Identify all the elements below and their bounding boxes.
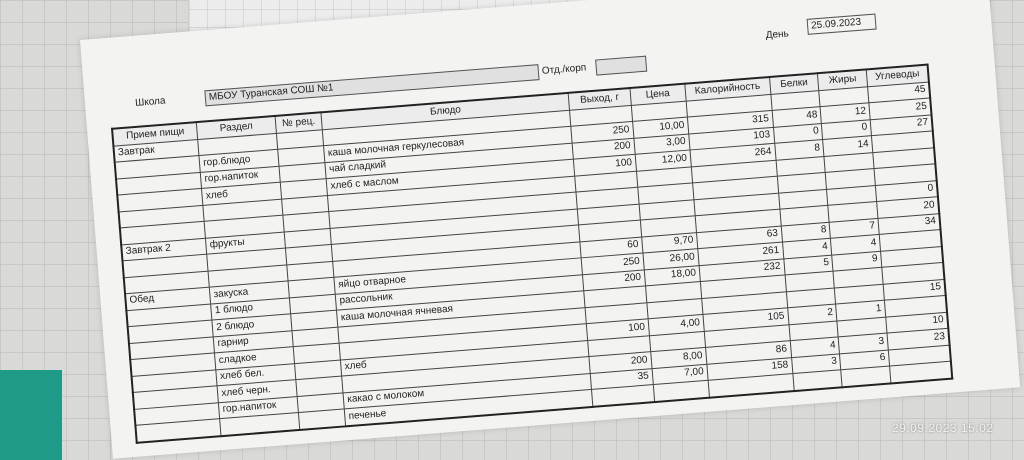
table-cell: 250 [571, 121, 634, 142]
table-cell: 0 [773, 123, 823, 143]
column-header: Цена [630, 84, 686, 105]
table-cell: 105 [703, 308, 789, 331]
table-cell: 63 [696, 226, 782, 249]
table-cell: 35 [590, 368, 653, 389]
table-cell: 0 [822, 119, 872, 139]
school-name-field: МБОУ Туранская СОШ №1 [204, 64, 539, 106]
table-cell: 86 [705, 341, 791, 364]
table-cell: 20 [877, 197, 940, 218]
table-cell: хлеб [202, 182, 281, 205]
table-cell: 264 [690, 143, 776, 166]
table-cell: 10,00 [632, 117, 688, 138]
table-cell: 0 [875, 180, 938, 201]
table-cell [890, 361, 953, 383]
column-header: Калорийность [685, 77, 771, 101]
table-cell: 200 [583, 269, 646, 290]
table-cell: 3 [838, 333, 888, 353]
table-cell: 8 [781, 222, 831, 242]
table-cell: 4 [782, 238, 832, 258]
table-cell: 7,00 [652, 364, 708, 385]
table-cell: 250 [581, 253, 644, 274]
table-cell: 9 [832, 251, 882, 271]
table-cell: гор.блюдо [199, 149, 278, 172]
table-cell: 3,00 [634, 134, 690, 155]
table-cell: 158 [707, 357, 793, 380]
dept-label: Отд./корп [541, 62, 587, 77]
table-cell: 9,70 [641, 232, 697, 253]
table-cell: хлеб [341, 340, 589, 376]
table-cell: хлеб с маслом [326, 159, 574, 195]
table-cell: 12,00 [635, 150, 691, 171]
table-cell: Завтрак [113, 139, 199, 162]
table-cell: яйцо отварное [334, 258, 582, 294]
day-label: День [765, 28, 790, 42]
table-cell: хлеб черн. [217, 380, 296, 403]
table-cell: 103 [688, 127, 774, 150]
table-cell: 23 [887, 328, 950, 349]
table-cell: 8 [774, 140, 824, 160]
table-cell: 27 [870, 114, 933, 135]
table-cell: гор.напиток [219, 396, 298, 419]
table-cell: 100 [587, 319, 650, 340]
table-cell: гарнир [213, 330, 292, 353]
table-cell: 15 [883, 279, 946, 300]
photo-timestamp: 29.09.2023 15:02 [892, 421, 994, 435]
table-cell: 4 [790, 337, 840, 357]
table-cell: 1 блюдо [211, 297, 290, 320]
table-cell: 3 [791, 353, 841, 373]
table-cell: 5 [783, 255, 833, 275]
table-cell: 4,00 [648, 314, 704, 335]
table-cell: 200 [572, 138, 635, 159]
column-header: Жиры [818, 69, 868, 90]
column-header: Белки [769, 73, 819, 94]
menu-table [111, 64, 953, 444]
table-cell: какао с молоком [343, 373, 591, 409]
table-body [113, 82, 952, 443]
table-cell: рассольник [335, 274, 583, 310]
table-cell: 18,00 [644, 265, 700, 286]
table-cell [792, 370, 842, 391]
table-cell: 315 [687, 110, 773, 133]
table-cell: 25 [869, 98, 932, 119]
teal-object [0, 370, 62, 460]
table-cell: 45 [868, 82, 931, 103]
table-cell: Завтрак 2 [121, 238, 207, 261]
table-cell: 60 [580, 237, 643, 258]
table-cell: 8,00 [650, 347, 706, 368]
table-cell: 14 [823, 136, 873, 156]
table-cell: гор.напиток [200, 166, 279, 189]
table-cell: чай сладкий [325, 143, 573, 179]
column-header: Прием пищи [112, 122, 198, 146]
table-cell: 200 [589, 352, 652, 373]
table-cell: 4 [831, 234, 881, 254]
dept-field [595, 56, 647, 76]
table-cell: 261 [698, 242, 784, 265]
table-cell: 34 [878, 213, 941, 234]
column-header: Углеводы [866, 65, 929, 87]
table-cell [841, 366, 891, 387]
table-cell [592, 385, 655, 407]
table-cell: 6 [840, 350, 890, 370]
school-label: Школа [134, 95, 166, 109]
column-header: Блюдо [321, 93, 570, 129]
table-cell: 2 блюдо [212, 314, 291, 337]
table-cell: Обед [125, 287, 211, 310]
table-cell [653, 380, 709, 401]
table-cell: 2 [787, 304, 837, 324]
table-cell: закуска [210, 281, 289, 304]
table-cell: 48 [772, 107, 822, 127]
date-field: 25.09.2023 [807, 14, 877, 35]
table-cell: 10 [886, 312, 949, 333]
table-cell: фрукты [206, 232, 285, 255]
table-cell: сладкое [215, 347, 294, 370]
table-cell: 26,00 [643, 249, 699, 270]
column-header: Выход, г [568, 88, 631, 110]
column-header: Раздел [197, 116, 276, 139]
table-cell: 1 [836, 300, 886, 320]
table-cell: 7 [829, 218, 879, 238]
menu-sheet [80, 0, 1020, 459]
column-header: № рец. [275, 112, 323, 133]
table-cell: 12 [820, 103, 870, 123]
table-cell: 232 [699, 258, 785, 281]
table-cell: каша молочная геркулесовая [324, 126, 572, 162]
table-cell: 100 [574, 154, 637, 175]
table-cell: хлеб бел. [216, 363, 295, 386]
table-cell [298, 409, 346, 430]
table-cell: каша молочная ячневая [337, 291, 585, 327]
table-cell: печенье [345, 389, 594, 425]
